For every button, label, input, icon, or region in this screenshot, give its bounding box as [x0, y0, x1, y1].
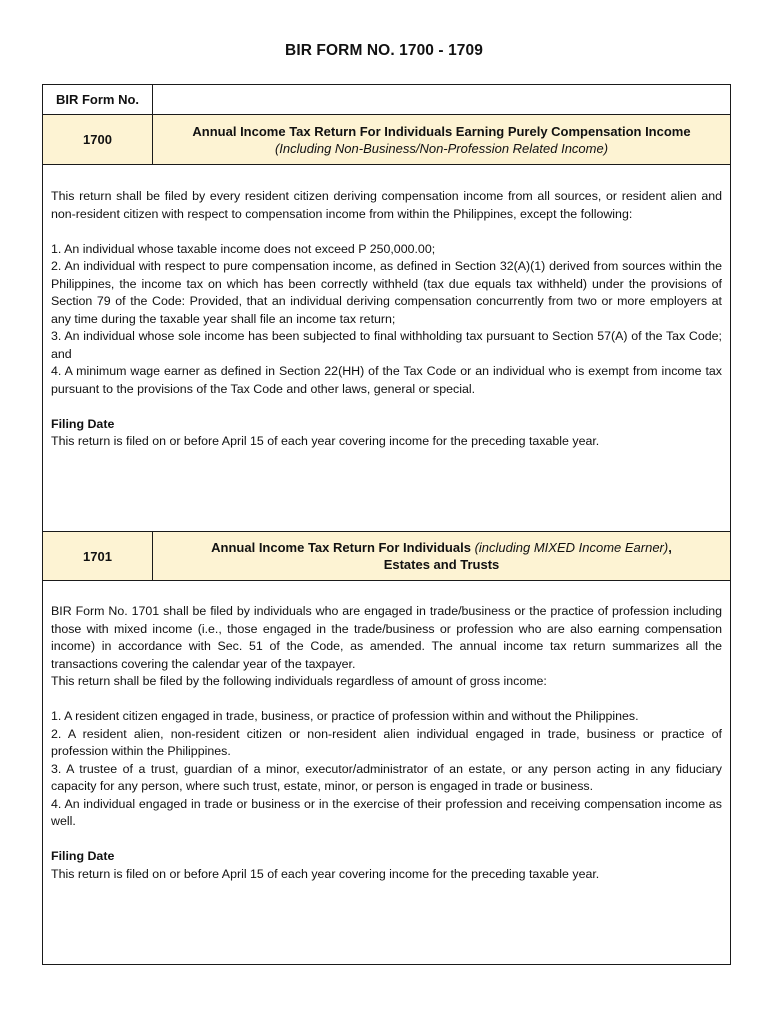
form-1700-item-1: 1. An individual whose taxable income does not exceed P 250,000.00; — [51, 241, 436, 256]
form-1700-filing-heading: Filing Date — [51, 416, 115, 431]
form-1701-body — [43, 581, 730, 964]
form-1700-item-3: 3. An individual whose sole income has been subjected to final withholding tax pursuant to Section 57(A) of the Tax Code; and — [51, 329, 722, 361]
form-1701-item-1: 1. A resident citizen engaged in trade, business, or practice of profession within and without the Philippines. — [51, 709, 639, 723]
form-1700-item-2: 2. An individual with respect to pure compensation income, as defined in Section 32(A)(1) derived from sources within the Philippines, the income tax on which has been correctly withheld (tax due equals tax withheld) under the provisions of Section 79 of the Code: Provided, that an individual deriving compensation concurrently from two or more employers at any time during the taxable year shall file an income tax return; — [51, 259, 722, 326]
form-1701-item-2: 2. A resident alien, non-resident citizen or non-resident alien individual engaged in trade, business or practice of profession within the Philippines. — [51, 726, 722, 758]
form-1701-title-row — [43, 532, 730, 581]
form-1700-title-cell — [153, 115, 730, 164]
form-1700-description — [51, 188, 722, 451]
form-1700-title: Annual Income Tax Return For Individuals Earning Purely Compensation Income — [192, 123, 691, 139]
header-value-cell — [153, 85, 730, 114]
form-1701-title: Annual Income Tax Return For Individuals — [211, 540, 471, 555]
form-1701-description — [51, 603, 722, 883]
form-1700-number-cell — [43, 115, 153, 164]
table-header-row — [43, 85, 730, 115]
form-1700-item-4: 4. A minimum wage earner as defined in Section 22(HH) of the Tax Code or an individual who is exempt from income tax pursuant to the provisions of the Tax Code and other laws, general or special. — [51, 364, 722, 396]
form-1701-intro-2: This return shall be filed by the following individuals regardless of amount of gross income: — [51, 674, 547, 688]
form-1700-number: 1700 — [83, 132, 112, 147]
form-1701-intro: BIR Form No. 1701 shall be filed by individuals who are engaged in trade/business or the practice of profession including those with mixed income (i.e., those engaged in the trade/business or profession who are also earning compensation income) in accordance with Sec. 51 of the Code, as amended. The annual income tax return summarizes all the transactions covering the calendar year of the taxpayer. — [51, 604, 722, 671]
form-1700-body — [43, 165, 730, 532]
header-label-cell — [43, 85, 153, 114]
form-1700-intro: This return shall be filed by every resident citizen deriving compensation income from all sources, or resident alien and non-resident citizen with respect to compensation income from within the Philippines, except the following: — [51, 189, 722, 221]
form-1701-item-3: 3. A trustee of a trust, guardian of a minor, executor/administrator of an estate, or any person acting in any fiduciary capacity for any person, where such trust, estate, minor, or person is engaged in trade or business. — [51, 761, 722, 793]
form-1701-title-line-2: Estates and Trusts — [383, 557, 500, 572]
form-1700-title-row — [43, 115, 730, 165]
form-1701-title-cell — [153, 532, 730, 580]
form-1701-number-cell — [43, 532, 153, 580]
form-1700-filing-text: This return is filed on or before April 15 of each year covering income for the preceding taxable year. — [51, 434, 600, 448]
form-1701-title-comma: , — [668, 540, 672, 555]
bir-form-table — [42, 84, 731, 965]
form-1701-title-line-1 — [211, 539, 672, 556]
form-1700-subtitle: (Including Non-Business/Non-Profession Related Income) — [274, 140, 609, 156]
form-1701-filing-text: This return is filed on or before April 15 of each year covering income for the preceding taxable year. — [51, 866, 600, 881]
form-1701-filing-heading: Filing Date — [51, 849, 115, 863]
form-1701-item-4: 4. An individual engaged in trade or business or in the exercise of their profession and receiving compensation income as well. — [51, 796, 722, 828]
form-1701-title-note: (including MIXED Income Earner) — [474, 540, 669, 555]
page-title: BIR FORM NO. 1700 - 1709 — [285, 42, 483, 59]
form-1701-number: 1701 — [83, 548, 112, 564]
header-label: BIR Form No. — [55, 92, 140, 107]
